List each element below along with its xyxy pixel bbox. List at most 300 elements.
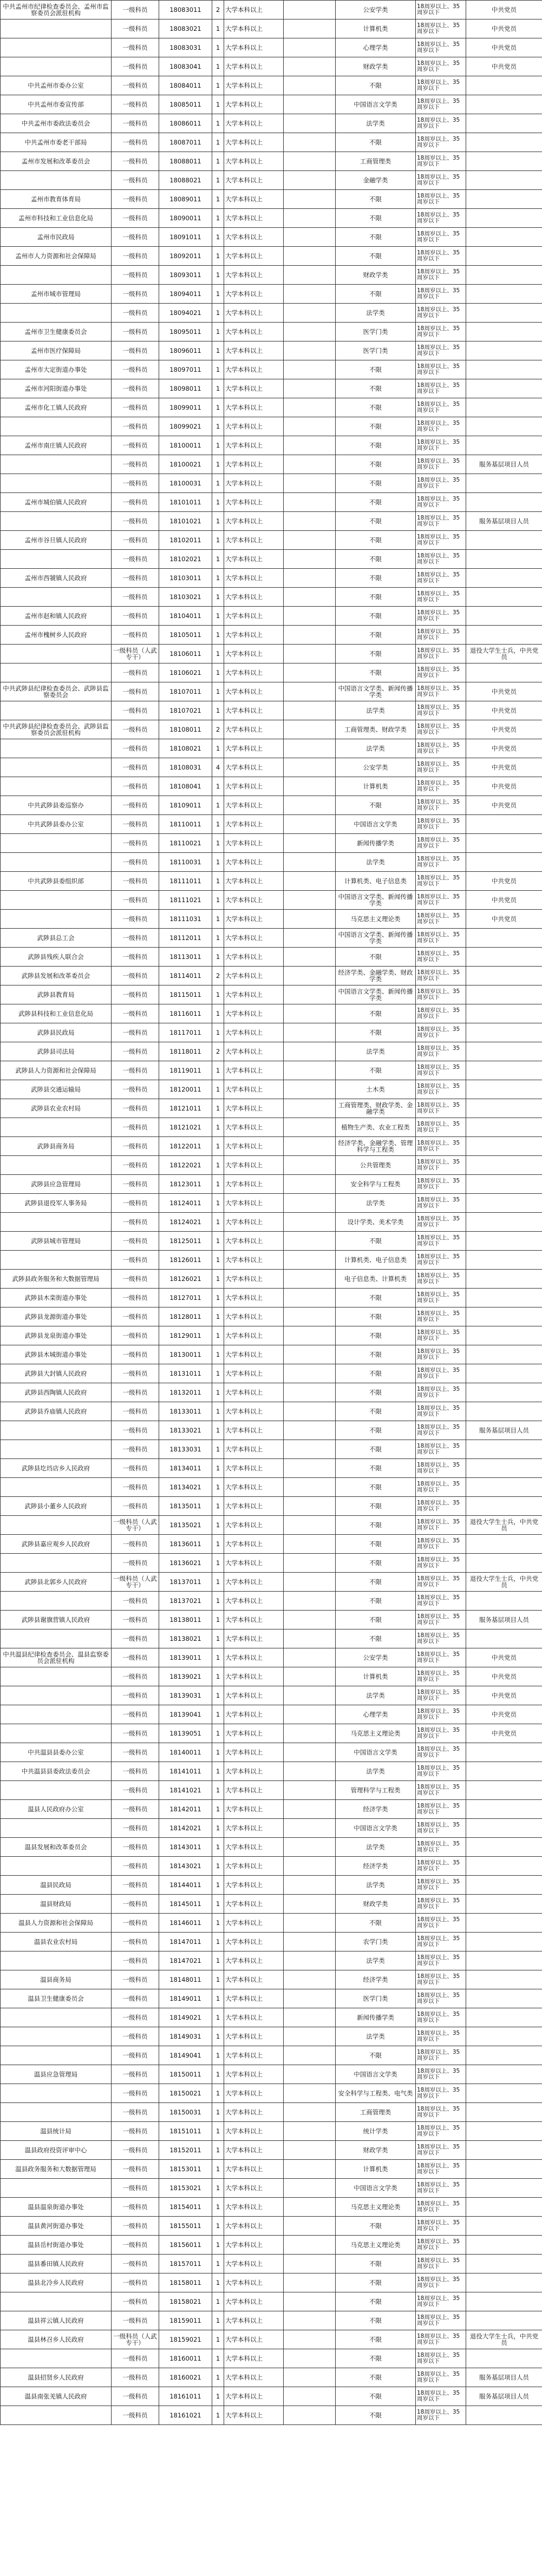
table-row bbox=[1, 1137, 542, 1156]
age-requirement-cell: 18周岁以上、35周岁以下 bbox=[416, 1497, 466, 1516]
other-conditions-cell bbox=[466, 1061, 542, 1080]
hiring-count-cell: 1 bbox=[212, 1705, 224, 1724]
age-requirement-cell: 18周岁以上、35周岁以下 bbox=[416, 2217, 466, 2236]
position-cell: 一级科员 bbox=[112, 2406, 159, 2425]
position-cell: 一级科员 bbox=[112, 190, 159, 209]
table-row bbox=[1, 304, 542, 323]
other-conditions-cell: 中共党员 bbox=[466, 682, 542, 701]
position-code-cell: 18151011 bbox=[159, 2122, 212, 2141]
major-cell: 公共管理类 bbox=[336, 1156, 416, 1175]
table-row bbox=[1, 1629, 542, 1648]
age-requirement-cell: 18周岁以上、35周岁以下 bbox=[416, 2349, 466, 2368]
position-code-cell: 18161021 bbox=[159, 2406, 212, 2425]
table-row bbox=[1, 2141, 542, 2160]
major-cell: 公安学类 bbox=[336, 758, 416, 777]
other-conditions-cell bbox=[466, 663, 542, 682]
major-cell: 不限 bbox=[336, 1383, 416, 1402]
hiring-count-cell: 1 bbox=[212, 1667, 224, 1686]
major-cell: 医学门类 bbox=[336, 1989, 416, 2008]
recruiting-unit-cell bbox=[1, 891, 112, 910]
other-conditions-cell bbox=[466, 815, 542, 834]
hiring-count-cell: 1 bbox=[212, 114, 224, 133]
other-conditions-cell bbox=[466, 1175, 542, 1194]
age-requirement-cell: 18周岁以上、35周岁以下 bbox=[416, 323, 466, 341]
table-row bbox=[1, 1914, 542, 1933]
hiring-count-cell: 1 bbox=[212, 588, 224, 607]
table-row bbox=[1, 531, 542, 550]
major-cell: 计算机类 bbox=[336, 19, 416, 38]
recruiting-unit-cell bbox=[1, 1554, 112, 1573]
hiring-count-cell: 1 bbox=[212, 1592, 224, 1611]
recruiting-unit-cell: 孟州市赵和镇人民政府 bbox=[1, 607, 112, 626]
table-row bbox=[1, 569, 542, 588]
age-requirement-cell: 18周岁以上、35周岁以下 bbox=[416, 569, 466, 588]
education-cell: 大学本科以上 bbox=[224, 2103, 284, 2122]
other-conditions-cell bbox=[466, 2160, 542, 2179]
age-requirement-cell: 18周岁以上、35周岁以下 bbox=[416, 663, 466, 682]
major-cell: 不限 bbox=[336, 1326, 416, 1345]
position-code-cell: 18149031 bbox=[159, 2027, 212, 2046]
table-row bbox=[1, 2217, 542, 2236]
degree-cell bbox=[284, 872, 336, 891]
position-code-cell: 18142011 bbox=[159, 1800, 212, 1819]
table-row bbox=[1, 1440, 542, 1459]
major-cell: 不限 bbox=[336, 1459, 416, 1478]
position-code-cell: 18155011 bbox=[159, 2217, 212, 2236]
recruiting-unit-cell bbox=[1, 1705, 112, 1724]
position-cell: 一级科员 bbox=[112, 57, 159, 76]
recruiting-unit-cell: 中共武陟县委办公室 bbox=[1, 815, 112, 834]
position-cell: 一级科员 bbox=[112, 1118, 159, 1137]
recruiting-unit-cell: 武陟县大封镇人民政府 bbox=[1, 1364, 112, 1383]
age-requirement-cell: 18周岁以上、35周岁以下 bbox=[416, 739, 466, 758]
recruiting-unit-cell bbox=[1, 2179, 112, 2198]
position-cell: 一级科员 bbox=[112, 2349, 159, 2368]
degree-cell bbox=[284, 1421, 336, 1440]
hiring-count-cell: 1 bbox=[212, 1743, 224, 1762]
other-conditions-cell bbox=[466, 2349, 542, 2368]
age-requirement-cell: 18周岁以上、35周岁以下 bbox=[416, 1383, 466, 1402]
major-cell: 财政学类 bbox=[336, 57, 416, 76]
major-cell: 法学类 bbox=[336, 1838, 416, 1857]
major-cell: 设计学类、美术学类 bbox=[336, 1213, 416, 1232]
recruiting-unit-cell bbox=[1, 739, 112, 758]
degree-cell bbox=[284, 720, 336, 739]
table-row bbox=[1, 1251, 542, 1270]
recruiting-unit-cell bbox=[1, 588, 112, 607]
position-cell: 一级科员 bbox=[112, 1800, 159, 1819]
major-cell: 不限 bbox=[336, 2255, 416, 2273]
education-cell: 大学本科以上 bbox=[224, 2217, 284, 2236]
education-cell: 大学本科以上 bbox=[224, 1573, 284, 1592]
table-row bbox=[1, 1705, 542, 1724]
position-cell: 一级科员 bbox=[112, 948, 159, 967]
education-cell: 大学本科以上 bbox=[224, 815, 284, 834]
position-code-cell: 18088021 bbox=[159, 171, 212, 190]
major-cell: 公安学类 bbox=[336, 1, 416, 19]
degree-cell bbox=[284, 1137, 336, 1156]
degree-cell bbox=[284, 19, 336, 38]
major-cell: 不限 bbox=[336, 1402, 416, 1421]
table-body bbox=[1, 1, 542, 2425]
recruiting-unit-cell bbox=[1, 1629, 112, 1648]
table-row bbox=[1, 1762, 542, 1781]
recruiting-unit-cell bbox=[1, 1421, 112, 1440]
recruiting-unit-cell: 温县人民政府办公室 bbox=[1, 1800, 112, 1819]
age-requirement-cell: 18周岁以上、35周岁以下 bbox=[416, 2330, 466, 2349]
hiring-count-cell: 1 bbox=[212, 171, 224, 190]
position-code-cell: 18156011 bbox=[159, 2236, 212, 2255]
table-row bbox=[1, 910, 542, 929]
education-cell: 大学本科以上 bbox=[224, 436, 284, 455]
age-requirement-cell: 18周岁以上、35周岁以下 bbox=[416, 1137, 466, 1156]
education-cell: 大学本科以上 bbox=[224, 1402, 284, 1421]
education-cell: 大学本科以上 bbox=[224, 1061, 284, 1080]
other-conditions-cell bbox=[466, 1118, 542, 1137]
major-cell: 法学类 bbox=[336, 1042, 416, 1061]
recruiting-unit-cell: 中共孟州市委政法委员会 bbox=[1, 114, 112, 133]
education-cell: 大学本科以上 bbox=[224, 228, 284, 247]
major-cell: 工商管理类、财政学类、金融学类 bbox=[336, 1099, 416, 1118]
recruiting-unit-cell bbox=[1, 1951, 112, 1970]
recruiting-unit-cell: 孟州市河阳街道办事处 bbox=[1, 379, 112, 398]
hiring-count-cell: 1 bbox=[212, 1194, 224, 1213]
education-cell: 大学本科以上 bbox=[224, 682, 284, 701]
hiring-count-cell: 1 bbox=[212, 739, 224, 758]
position-cell: 一级科员 bbox=[112, 171, 159, 190]
position-cell: 一级科员 bbox=[112, 2198, 159, 2217]
degree-cell bbox=[284, 701, 336, 720]
degree-cell bbox=[284, 1497, 336, 1516]
other-conditions-cell bbox=[466, 1251, 542, 1270]
position-cell: 一级科员 bbox=[112, 1270, 159, 1289]
position-code-cell: 18147011 bbox=[159, 1933, 212, 1951]
position-code-cell: 18107021 bbox=[159, 701, 212, 720]
position-code-cell: 18160021 bbox=[159, 2368, 212, 2387]
hiring-count-cell: 1 bbox=[212, 1970, 224, 1989]
other-conditions-cell bbox=[466, 2122, 542, 2141]
degree-cell bbox=[284, 1629, 336, 1648]
education-cell: 大学本科以上 bbox=[224, 891, 284, 910]
other-conditions-cell bbox=[466, 1951, 542, 1970]
major-cell: 法学类 bbox=[336, 1762, 416, 1781]
recruiting-unit-cell: 武陟县民政局 bbox=[1, 1023, 112, 1042]
other-conditions-cell bbox=[466, 948, 542, 967]
recruiting-unit-cell bbox=[1, 1440, 112, 1459]
major-cell: 经济学类 bbox=[336, 1970, 416, 1989]
education-cell: 大学本科以上 bbox=[224, 95, 284, 114]
age-requirement-cell: 18周岁以上、35周岁以下 bbox=[416, 1118, 466, 1137]
position-code-cell: 18094021 bbox=[159, 304, 212, 323]
degree-cell bbox=[284, 2160, 336, 2179]
table-row bbox=[1, 853, 542, 872]
degree-cell bbox=[284, 853, 336, 872]
position-code-cell: 18086011 bbox=[159, 114, 212, 133]
position-code-cell: 18133031 bbox=[159, 1440, 212, 1459]
major-cell: 农学门类 bbox=[336, 1933, 416, 1951]
position-code-cell: 18129011 bbox=[159, 1326, 212, 1345]
degree-cell bbox=[284, 2387, 336, 2406]
table-row bbox=[1, 1042, 542, 1061]
major-cell: 工商管理类 bbox=[336, 152, 416, 171]
other-conditions-cell bbox=[466, 2027, 542, 2046]
other-conditions-cell bbox=[466, 2179, 542, 2198]
position-code-cell: 18100011 bbox=[159, 436, 212, 455]
hiring-count-cell: 2 bbox=[212, 1042, 224, 1061]
position-code-cell: 18150031 bbox=[159, 2103, 212, 2122]
recruiting-unit-cell: 温县招贤乡人民政府 bbox=[1, 2368, 112, 2387]
other-conditions-cell bbox=[466, 1478, 542, 1497]
position-cell: 一级科员 bbox=[112, 569, 159, 588]
hiring-count-cell: 1 bbox=[212, 360, 224, 379]
other-conditions-cell bbox=[466, 569, 542, 588]
degree-cell bbox=[284, 2273, 336, 2292]
recruiting-unit-cell: 中共武陟县委组织部 bbox=[1, 872, 112, 891]
position-code-cell: 18145011 bbox=[159, 1895, 212, 1914]
position-code-cell: 18138021 bbox=[159, 1629, 212, 1648]
position-cell: 一级科员 bbox=[112, 1838, 159, 1857]
hiring-count-cell: 1 bbox=[212, 2027, 224, 2046]
major-cell: 法学类 bbox=[336, 853, 416, 872]
table-row bbox=[1, 2368, 542, 2387]
education-cell: 大学本科以上 bbox=[224, 38, 284, 57]
degree-cell bbox=[284, 2198, 336, 2217]
table-row bbox=[1, 2236, 542, 2255]
position-code-cell: 18118011 bbox=[159, 1042, 212, 1061]
position-cell: 一级科员 bbox=[112, 285, 159, 304]
recruiting-unit-cell: 中共孟州市委老干部局 bbox=[1, 133, 112, 152]
major-cell: 不限 bbox=[336, 1478, 416, 1497]
other-conditions-cell bbox=[466, 985, 542, 1004]
position-code-cell: 18089011 bbox=[159, 190, 212, 209]
degree-cell bbox=[284, 1270, 336, 1289]
recruiting-unit-cell: 孟州市城伯镇人民政府 bbox=[1, 493, 112, 512]
degree-cell bbox=[284, 1004, 336, 1023]
table-row bbox=[1, 1857, 542, 1876]
position-code-cell: 18106021 bbox=[159, 663, 212, 682]
other-conditions-cell bbox=[466, 1004, 542, 1023]
other-conditions-cell bbox=[466, 1270, 542, 1289]
hiring-count-cell: 1 bbox=[212, 474, 224, 493]
table-row bbox=[1, 2008, 542, 2027]
degree-cell bbox=[284, 455, 336, 474]
position-cell: 一级科员 bbox=[112, 588, 159, 607]
education-cell: 大学本科以上 bbox=[224, 1326, 284, 1345]
position-code-cell: 18096011 bbox=[159, 341, 212, 360]
position-cell: 一级科员 bbox=[112, 531, 159, 550]
major-cell: 医学门类 bbox=[336, 323, 416, 341]
age-requirement-cell: 18周岁以上、35周岁以下 bbox=[416, 2027, 466, 2046]
position-code-cell: 18084011 bbox=[159, 76, 212, 95]
recruiting-unit-cell bbox=[1, 512, 112, 531]
position-code-cell: 18110011 bbox=[159, 815, 212, 834]
position-code-cell: 18100031 bbox=[159, 474, 212, 493]
position-code-cell: 18112011 bbox=[159, 929, 212, 948]
hiring-count-cell: 1 bbox=[212, 1251, 224, 1270]
recruiting-unit-cell: 武陟县城市管理局 bbox=[1, 1232, 112, 1251]
education-cell: 大学本科以上 bbox=[224, 1781, 284, 1800]
hiring-count-cell: 1 bbox=[212, 2387, 224, 2406]
other-conditions-cell bbox=[466, 2065, 542, 2084]
degree-cell bbox=[284, 1, 336, 19]
hiring-count-cell: 1 bbox=[212, 38, 224, 57]
degree-cell bbox=[284, 1895, 336, 1914]
recruiting-unit-cell: 武陟县农业农村局 bbox=[1, 1099, 112, 1118]
recruiting-unit-cell: 武陟县龙泉街道办事处 bbox=[1, 1326, 112, 1345]
table-row bbox=[1, 133, 542, 152]
hiring-count-cell: 1 bbox=[212, 645, 224, 663]
degree-cell bbox=[284, 266, 336, 285]
other-conditions-cell bbox=[466, 1023, 542, 1042]
position-code-cell: 18152011 bbox=[159, 2141, 212, 2160]
education-cell: 大学本科以上 bbox=[224, 398, 284, 417]
degree-cell bbox=[284, 1023, 336, 1042]
position-code-cell: 18141011 bbox=[159, 1762, 212, 1781]
hiring-count-cell: 1 bbox=[212, 1933, 224, 1951]
hiring-count-cell: 1 bbox=[212, 1175, 224, 1194]
degree-cell bbox=[284, 1459, 336, 1478]
position-code-cell: 18158011 bbox=[159, 2273, 212, 2292]
degree-cell bbox=[284, 1743, 336, 1762]
education-cell: 大学本科以上 bbox=[224, 1, 284, 19]
recruiting-unit-cell: 武陟县发展和改革委员会 bbox=[1, 967, 112, 985]
recruiting-unit-cell bbox=[1, 2027, 112, 2046]
other-conditions-cell bbox=[466, 2046, 542, 2065]
education-cell: 大学本科以上 bbox=[224, 1629, 284, 1648]
age-requirement-cell: 18周岁以上、35周岁以下 bbox=[416, 2179, 466, 2198]
education-cell: 大学本科以上 bbox=[224, 2292, 284, 2311]
degree-cell bbox=[284, 588, 336, 607]
position-cell: 一级科员 bbox=[112, 1743, 159, 1762]
major-cell: 不限 bbox=[336, 398, 416, 417]
position-code-cell: 18157011 bbox=[159, 2255, 212, 2273]
position-code-cell: 18133011 bbox=[159, 1402, 212, 1421]
other-conditions-cell: 中共党员 bbox=[466, 701, 542, 720]
table-row bbox=[1, 1023, 542, 1042]
hiring-count-cell: 1 bbox=[212, 1023, 224, 1042]
position-cell: 一级科员 bbox=[112, 1061, 159, 1080]
hiring-count-cell: 1 bbox=[212, 266, 224, 285]
education-cell: 大学本科以上 bbox=[224, 474, 284, 493]
recruiting-unit-cell bbox=[1, 1686, 112, 1705]
age-requirement-cell: 18周岁以上、35周岁以下 bbox=[416, 1857, 466, 1876]
position-cell: 一级科员 bbox=[112, 1004, 159, 1023]
recruiting-unit-cell: 武陟县西陶镇人民政府 bbox=[1, 1383, 112, 1402]
education-cell: 大学本科以上 bbox=[224, 758, 284, 777]
other-conditions-cell bbox=[466, 1819, 542, 1838]
recruiting-unit-cell bbox=[1, 1156, 112, 1175]
hiring-count-cell: 1 bbox=[212, 1478, 224, 1497]
hiring-count-cell: 1 bbox=[212, 1421, 224, 1440]
table-row bbox=[1, 1061, 542, 1080]
position-cell: 一级科员 bbox=[112, 474, 159, 493]
major-cell: 安全科学与工程类、电气类 bbox=[336, 2084, 416, 2103]
position-code-cell: 18106011 bbox=[159, 645, 212, 663]
table-row bbox=[1, 948, 542, 967]
major-cell: 不限 bbox=[336, 531, 416, 550]
education-cell: 大学本科以上 bbox=[224, 2160, 284, 2179]
major-cell: 不限 bbox=[336, 2330, 416, 2349]
major-cell: 马克思主义理论类 bbox=[336, 2236, 416, 2255]
position-cell: 一级科员 bbox=[112, 341, 159, 360]
degree-cell bbox=[284, 1118, 336, 1137]
major-cell: 不限 bbox=[336, 1592, 416, 1611]
recruiting-unit-cell bbox=[1, 910, 112, 929]
age-requirement-cell: 18周岁以上、35周岁以下 bbox=[416, 1213, 466, 1232]
education-cell: 大学本科以上 bbox=[224, 1516, 284, 1535]
education-cell: 大学本科以上 bbox=[224, 645, 284, 663]
major-cell: 不限 bbox=[336, 1307, 416, 1326]
education-cell: 大学本科以上 bbox=[224, 190, 284, 209]
other-conditions-cell bbox=[466, 228, 542, 247]
degree-cell bbox=[284, 531, 336, 550]
recruiting-unit-cell bbox=[1, 2046, 112, 2065]
hiring-count-cell: 1 bbox=[212, 2084, 224, 2103]
position-code-cell: 18138011 bbox=[159, 1611, 212, 1629]
position-code-cell: 18108021 bbox=[159, 739, 212, 758]
recruiting-unit-cell: 孟州市教育体育局 bbox=[1, 190, 112, 209]
position-cell: 一级科员 bbox=[112, 2311, 159, 2330]
hiring-count-cell: 1 bbox=[212, 1951, 224, 1970]
age-requirement-cell: 18周岁以上、35周岁以下 bbox=[416, 2368, 466, 2387]
position-cell: 一级科员 bbox=[112, 2122, 159, 2141]
major-cell: 中国语言文学类、新闻传播学类 bbox=[336, 929, 416, 948]
position-code-cell: 18135011 bbox=[159, 1497, 212, 1516]
table-row bbox=[1, 209, 542, 228]
major-cell: 不限 bbox=[336, 1023, 416, 1042]
position-code-cell: 18159011 bbox=[159, 2311, 212, 2330]
major-cell: 法学类 bbox=[336, 1686, 416, 1705]
recruiting-unit-cell bbox=[1, 1857, 112, 1876]
recruiting-unit-cell: 孟州市卫生健康委员会 bbox=[1, 323, 112, 341]
age-requirement-cell: 18周岁以上、35周岁以下 bbox=[416, 1951, 466, 1970]
recruiting-unit-cell bbox=[1, 171, 112, 190]
age-requirement-cell: 18周岁以上、35周岁以下 bbox=[416, 398, 466, 417]
major-cell: 土木类 bbox=[336, 1080, 416, 1099]
recruiting-unit-cell: 孟州市民政局 bbox=[1, 228, 112, 247]
major-cell: 不限 bbox=[336, 474, 416, 493]
position-cell: 一级科员 bbox=[112, 436, 159, 455]
hiring-count-cell: 2 bbox=[212, 1, 224, 19]
age-requirement-cell: 18周岁以上、35周岁以下 bbox=[416, 1478, 466, 1497]
major-cell: 法学类 bbox=[336, 701, 416, 720]
table-row bbox=[1, 2330, 542, 2349]
hiring-count-cell: 1 bbox=[212, 569, 224, 588]
table-row bbox=[1, 493, 542, 512]
age-requirement-cell: 18周岁以上、35周岁以下 bbox=[416, 474, 466, 493]
other-conditions-cell: 服务基层项目人员 bbox=[466, 2368, 542, 2387]
position-cell: 一级科员 bbox=[112, 2008, 159, 2027]
education-cell: 大学本科以上 bbox=[224, 2027, 284, 2046]
age-requirement-cell: 18周岁以上、35周岁以下 bbox=[416, 1080, 466, 1099]
position-cell: 一级科员 bbox=[112, 2141, 159, 2160]
age-requirement-cell: 18周岁以上、35周岁以下 bbox=[416, 985, 466, 1004]
other-conditions-cell bbox=[466, 285, 542, 304]
position-cell: 一级科员 bbox=[112, 891, 159, 910]
hiring-count-cell: 1 bbox=[212, 1232, 224, 1251]
degree-cell bbox=[284, 929, 336, 948]
degree-cell bbox=[284, 682, 336, 701]
table-row bbox=[1, 796, 542, 815]
recruiting-unit-cell: 温县人力资源和社会保障局 bbox=[1, 1914, 112, 1933]
recruiting-unit-cell: 武陟县嘉应观乡人民政府 bbox=[1, 1535, 112, 1554]
education-cell: 大学本科以上 bbox=[224, 1156, 284, 1175]
age-requirement-cell: 18周岁以上、35周岁以下 bbox=[416, 266, 466, 285]
table-row bbox=[1, 1364, 542, 1383]
degree-cell bbox=[284, 2103, 336, 2122]
education-cell: 大学本科以上 bbox=[224, 948, 284, 967]
position-code-cell: 18090011 bbox=[159, 209, 212, 228]
